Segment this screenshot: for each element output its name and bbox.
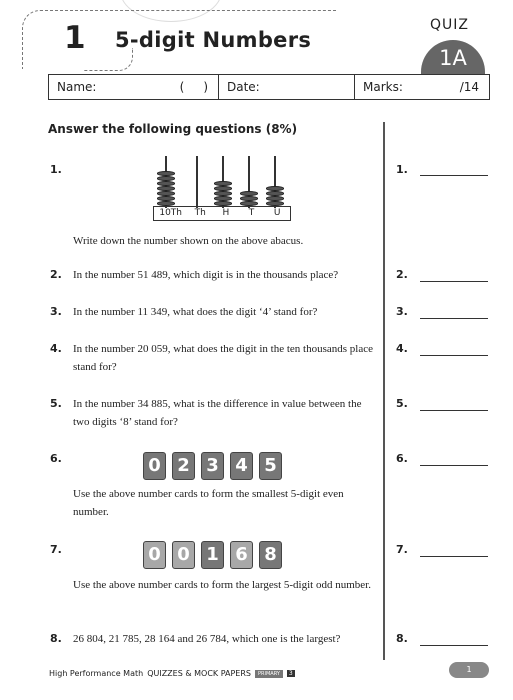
class-number-field[interactable]: ( ) <box>179 80 208 94</box>
question-text: In the number 51 489, which digit is in the thousands place? <box>73 269 339 281</box>
answer-column-divider <box>383 122 385 660</box>
question-text: Use the above number cards to form the smallest 5-digit even number. <box>73 488 344 518</box>
decorative-arc <box>120 0 222 22</box>
marks-label: Marks: <box>363 80 403 94</box>
number-card: 3 <box>201 452 224 480</box>
abacus-bead <box>157 201 175 206</box>
abacus-label: U <box>273 208 281 218</box>
abacus-bead <box>266 196 284 201</box>
abacus-bead <box>240 201 258 206</box>
abacus-bead <box>214 191 232 196</box>
unit-number: 1 <box>64 20 86 56</box>
number-cards-q6 <box>143 452 282 480</box>
abacus-label: Th <box>194 208 206 218</box>
number-card: 5 <box>259 452 282 480</box>
abacus-bead <box>157 191 175 196</box>
quiz-label: QUIZ <box>430 17 469 33</box>
answer-blank[interactable] <box>420 175 488 176</box>
footer-brand <box>49 669 295 678</box>
question-number: 5. <box>50 397 62 410</box>
number-card: 8 <box>259 541 282 569</box>
marks-total: /14 <box>459 80 479 94</box>
abacus-bead <box>266 186 284 191</box>
question-text: In the number 20 059, what does the digit in the ten thousands place stand for? <box>73 343 373 373</box>
number-cards-q7 <box>143 541 282 569</box>
abacus-label: H <box>222 208 230 218</box>
abacus-bead <box>266 191 284 196</box>
number-card: 0 <box>143 541 166 569</box>
question-number: 1. <box>50 163 62 176</box>
question-text: Write down the number shown on the above abacus. <box>73 235 304 247</box>
answer-blank[interactable] <box>420 645 488 646</box>
answer-blank[interactable] <box>420 318 488 319</box>
question-number: 8. <box>50 632 62 645</box>
number-card: 6 <box>230 541 253 569</box>
number-card: 1 <box>201 541 224 569</box>
answer-blank[interactable] <box>420 465 488 466</box>
answer-number: 1. <box>396 163 408 176</box>
question-text: In the number 11 349, what does the digit ‘4’ stand for? <box>73 306 318 318</box>
answer-number: 6. <box>396 452 408 465</box>
date-label: Date: <box>227 80 260 94</box>
student-info-row <box>48 74 490 100</box>
marks-cell <box>355 75 489 99</box>
date-cell[interactable] <box>219 75 355 99</box>
question-text: Use the above number cards to form the largest 5-digit odd number. <box>73 579 371 591</box>
instruction-heading: Answer the following questions (8%) <box>48 122 298 136</box>
number-card: 0 <box>143 452 166 480</box>
name-label: Name: <box>57 80 97 94</box>
abacus-place-labels <box>153 206 291 221</box>
number-card: 4 <box>230 452 253 480</box>
abacus-bead <box>157 181 175 186</box>
question-number: 3. <box>50 305 62 318</box>
series-subtitle: QUIZZES & MOCK PAPERS <box>147 669 251 678</box>
answer-blank[interactable] <box>420 281 488 282</box>
answer-blank[interactable] <box>420 355 488 356</box>
question-number: 7. <box>50 543 62 556</box>
abacus-bead <box>214 186 232 191</box>
question-number: 4. <box>50 342 62 355</box>
abacus-bead <box>157 196 175 201</box>
abacus-bead <box>240 196 258 201</box>
page-title: 5-digit Numbers <box>115 28 312 52</box>
abacus-bead <box>214 196 232 201</box>
question-text: In the number 34 885, what is the difference in value between the two digits ‘8’ stand for? <box>73 398 362 428</box>
name-cell[interactable] <box>49 75 219 99</box>
answer-number: 7. <box>396 543 408 556</box>
question-number: 2. <box>50 268 62 281</box>
answer-number: 2. <box>396 268 408 281</box>
series-name: High Performance Math <box>49 669 144 678</box>
answer-number: 8. <box>396 632 408 645</box>
number-card: 2 <box>172 452 195 480</box>
title-dashed-line <box>126 10 336 11</box>
abacus-bead <box>266 201 284 206</box>
answer-number: 3. <box>396 305 408 318</box>
level-number: 3 <box>288 670 293 677</box>
abacus-bead <box>157 171 175 176</box>
abacus-bead <box>240 191 258 196</box>
abacus-bead <box>214 201 232 206</box>
level-tag: PRIMARY <box>255 670 283 678</box>
abacus-bead <box>157 186 175 191</box>
abacus-bead <box>214 181 232 186</box>
abacus-figure <box>153 156 291 222</box>
abacus-label: 10Th <box>159 208 182 218</box>
answer-number: 5. <box>396 397 408 410</box>
answer-blank[interactable] <box>420 410 488 411</box>
question-text: 26 804, 21 785, 28 164 and 26 784, which one is the largest? <box>73 633 341 645</box>
question-number: 6. <box>50 452 62 465</box>
abacus-bead <box>157 176 175 181</box>
quiz-badge: 1A <box>421 40 485 74</box>
answer-blank[interactable] <box>420 556 488 557</box>
number-card: 0 <box>172 541 195 569</box>
abacus-rod <box>196 156 198 208</box>
abacus-label: T <box>248 208 255 218</box>
page-number: 1 <box>449 662 489 678</box>
answer-number: 4. <box>396 342 408 355</box>
